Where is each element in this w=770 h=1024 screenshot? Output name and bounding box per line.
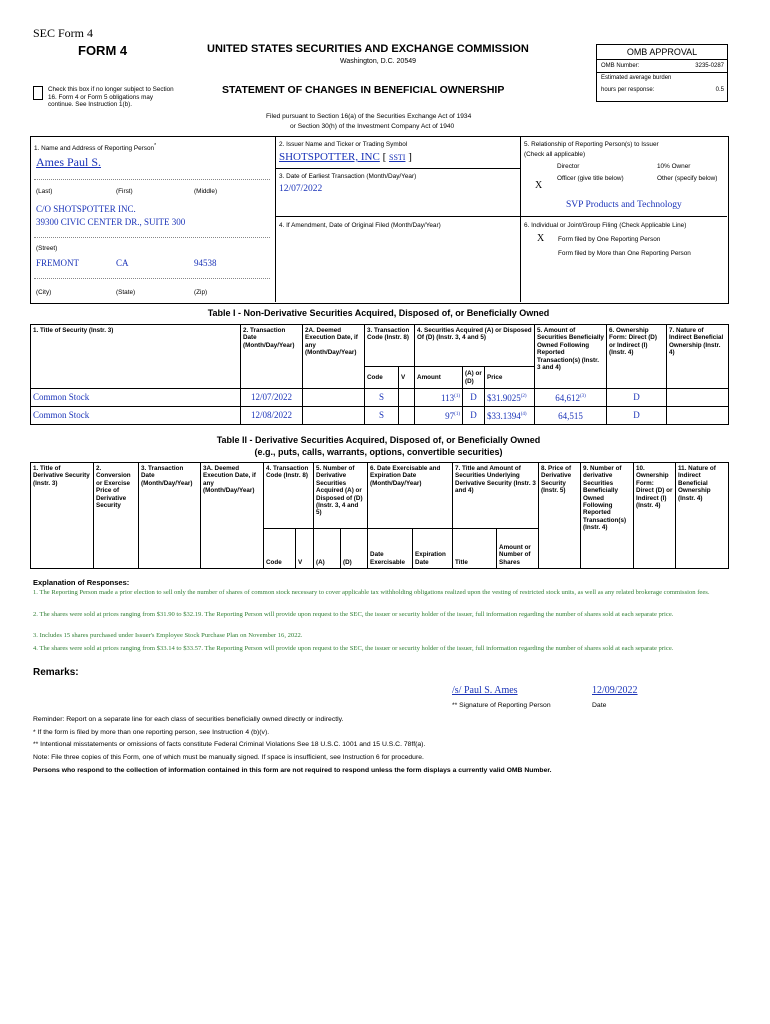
- issuer-link[interactable]: SHOTSPOTTER, INC: [279, 151, 380, 163]
- t1-col7-header: 7. Nature of Indirect Beneficial Ownership (Instr. 4): [667, 325, 729, 389]
- t2-col5-header: 5. Number of Derivative Securities Acquired (A) or Disposed of (D) (Instr. 3, 4 and 5): [314, 463, 368, 529]
- commission-title: UNITED STATES SECURITIES AND EXCHANGE COMMISSION: [207, 43, 529, 55]
- t2-col11-header: 11. Nature of Indirect Beneficial Ownership (Instr. 4): [676, 463, 729, 569]
- row-ad: D: [463, 389, 485, 407]
- officer-title: SVP Products and Technology: [566, 200, 682, 210]
- zip-value: 94538: [194, 258, 217, 268]
- street-label: (Street): [36, 245, 58, 252]
- omb-burden-label: Estimated average burden: [601, 75, 672, 81]
- box6-label: 6. Individual or Joint/Group Filing (Check Applicable Line): [524, 222, 687, 229]
- note-reminder: Reminder: Report on a separate line for each class of securities beneficially owned directly or indirectly.: [33, 716, 344, 723]
- t1-ad-header: (A) or (D): [463, 367, 485, 389]
- t1-col3-header: 3. Transaction Code (Instr. 8): [365, 325, 415, 367]
- last-label: (Last): [36, 188, 53, 195]
- city-value: FREMONT: [36, 258, 80, 268]
- ticker-link[interactable]: SSTI: [389, 153, 406, 162]
- owner10-label: 10% Owner: [657, 163, 691, 170]
- no-longer-subject-checkbox[interactable]: [33, 86, 43, 100]
- row-code: S: [365, 389, 399, 407]
- t1-col6-header: 6. Ownership Form: Direct (D) or Indirect (I) (Instr. 4): [607, 325, 667, 389]
- middle-label: (Middle): [194, 188, 218, 195]
- table2-subtitle: (e.g., puts, calls, warrants, options, convertible securities): [254, 447, 503, 457]
- table1-title: Table I - Non-Derivative Securities Acquired, Disposed of, or Beneficially Owned: [207, 308, 550, 318]
- officer-checkmark[interactable]: X: [535, 180, 543, 191]
- t2-v-header: V: [296, 529, 314, 569]
- row-v: [399, 389, 415, 407]
- table1: [30, 324, 729, 425]
- location: Washington, D.C. 20549: [340, 58, 417, 65]
- signature-label: ** Signature of Reporting Person: [452, 702, 551, 709]
- address-line-1: C/O SHOTSPOTTER INC.: [36, 204, 136, 214]
- t1-price-header: Price: [485, 367, 535, 389]
- one-person-checkmark[interactable]: X: [537, 233, 545, 244]
- table-row: [31, 389, 729, 407]
- row-form: D: [607, 389, 667, 407]
- note-multiple: * If the form is filed by more than one reporting person, see Instruction 4 (b)(v).: [33, 729, 270, 736]
- t1-col5-header: 5. Amount of Securities Beneficially Owned Following Reported Transaction(s) (Instr. 3 and 4): [535, 325, 607, 389]
- box2-label: 2. Issuer Name and Ticker or Trading Symbol: [279, 141, 408, 148]
- row-deemed: [303, 389, 365, 407]
- t2-col8-header: 8. Price of Derivative Security (Instr. 5): [539, 463, 581, 569]
- note-copies: Note: File three copies of this Form, one of which must be manually signed. If space is insufficient, see Instruction 6 for procedure.: [33, 754, 424, 761]
- t1-code-header: Code: [365, 367, 399, 389]
- t2-expiration-header: Expiration Date: [413, 529, 453, 569]
- row-amount: 97$^{(1)}$: [415, 407, 463, 425]
- row-title: Common Stock: [31, 407, 241, 425]
- state-label: (State): [116, 289, 136, 296]
- t2-a-header: (A): [314, 529, 341, 569]
- remarks-label: Remarks:: [33, 667, 79, 678]
- row-deemed: [303, 407, 365, 425]
- t1-col2a-header: 2A. Deemed Execution Date, if any (Month/Day/Year): [303, 325, 365, 389]
- footnote-1: 1. The Reporting Person made a prior election to sell only the number of shares of common stock necessary to cover applicable tax withholding obligations realized upon the vesting of restricted stock units, as well as any related brokerage commission fees.: [33, 589, 710, 596]
- explanation-title: Explanation of Responses:: [33, 578, 130, 587]
- t2-title-header: Title: [453, 529, 497, 569]
- row-owned: 64,515: [535, 407, 607, 425]
- reporting-person-name: Ames Paul S.: [36, 155, 102, 169]
- row-title: Common Stock: [31, 389, 241, 407]
- filed-line-2: or Section 30(h) of the Investment Company Act of 1940: [290, 123, 455, 130]
- row-ad: D: [463, 407, 485, 425]
- t1-col2-header: 2. Transaction Date (Month/Day/Year): [241, 325, 303, 389]
- box5-sub: (Check all applicable): [524, 151, 586, 158]
- t2-col3a-header: 3A. Deemed Execution Date, if any (Month/Day/Year): [201, 463, 264, 569]
- box5-label: 5. Relationship of Reporting Person(s) to Issuer: [524, 141, 659, 148]
- t2-d-header: (D): [341, 529, 368, 569]
- row-code: S: [365, 407, 399, 425]
- statement-title: STATEMENT OF CHANGES IN BENEFICIAL OWNERSHIP: [222, 84, 505, 96]
- t1-col1-header: 1. Title of Security (Instr. 3): [31, 325, 241, 389]
- signature-name: /s/ Paul S. Ames: [452, 685, 518, 696]
- t2-col4-header: 4. Transaction Code (Instr. 8): [264, 463, 314, 529]
- row-nature: [667, 407, 729, 425]
- t2-col2-header: 2. Conversion or Exercise Price of Derivative Security: [94, 463, 139, 569]
- t2-col3-header: 3. Transaction Date (Month/Day/Year): [139, 463, 201, 569]
- omb-hours-label: hours per response:: [601, 87, 655, 93]
- box4-label: 4. If Amendment, Date of Original Filed (Month/Day/Year): [279, 222, 441, 229]
- state-value: CA: [116, 258, 129, 268]
- row-nature: [667, 389, 729, 407]
- t2-col7-header: 7. Title and Amount of Securities Underlying Derivative Security (Instr. 3 and 4): [453, 463, 539, 529]
- omb-number: 3235-0287: [695, 63, 724, 69]
- earliest-transaction-date: 12/07/2022: [279, 184, 323, 194]
- t1-v-header: V: [399, 367, 415, 389]
- t2-exercisable-header: Date Exercisable: [368, 529, 413, 569]
- table-row: [31, 407, 729, 425]
- row-v: [399, 407, 415, 425]
- city-label: (City): [36, 289, 52, 296]
- first-label: (First): [116, 188, 133, 195]
- t2-col1-header: 1. Title of Derivative Security (Instr. 3): [31, 463, 94, 569]
- row-owned: 64,612$^{(3)}$: [535, 389, 607, 407]
- row-price: $31.9025$^{(2)}$: [485, 389, 535, 407]
- officer-label: Officer (give title below): [557, 175, 624, 182]
- footnote-3: 3. Includes 15 shares purchased under Issuer's Employee Stock Purchase Plan on November 16, 2022.: [33, 632, 303, 639]
- one-person-label: Form filed by One Reporting Person: [558, 236, 661, 243]
- note-misstatements: ** Intentional misstatements or omissions of facts constitute Federal Criminal Violations See 18 U.S.C. 1001 and 15 U.S.C. 78ff(a).: [33, 741, 426, 748]
- row-form: D: [607, 407, 667, 425]
- more-person-label: Form filed by More than One Reporting Person: [558, 250, 691, 257]
- t1-amount-header: Amount: [415, 367, 463, 389]
- top-label: SEC Form 4: [33, 26, 94, 40]
- t2-col10-header: 10. Ownership Form: Direct (D) or Indirect (I) (Instr. 4): [634, 463, 676, 569]
- omb-approval-box: [596, 44, 728, 102]
- form-title: FORM 4: [78, 43, 128, 58]
- t2-code-header: Code: [264, 529, 296, 569]
- box1-label: 1. Name and Address of Reporting Person*: [34, 143, 157, 153]
- row-price: $33.1394$^{(4)}$: [485, 407, 535, 425]
- row-date: 12/07/2022: [241, 389, 303, 407]
- t2-col6-header: 6. Date Exercisable and Expiration Date (Month/Day/Year): [368, 463, 453, 529]
- table2: [30, 462, 729, 569]
- omb-hours: 0.5: [715, 87, 724, 93]
- filed-line-1: Filed pursuant to Section 16(a) of the Securities Exchange Act of 1934: [266, 113, 472, 120]
- t1-col4-header: 4. Securities Acquired (A) or Disposed Of (D) (Instr. 3, 4 and 5): [415, 325, 535, 367]
- signature-date: 12/09/2022: [592, 685, 638, 696]
- omb-number-label: OMB Number:: [601, 63, 640, 69]
- final-note: Persons who respond to the collection of information contained in this form are not required to respond unless the form displays a currently valid OMB Number.: [33, 767, 552, 774]
- zip-label: (Zip): [194, 289, 208, 296]
- box3-label: 3. Date of Earliest Transaction (Month/Day/Year): [279, 173, 417, 180]
- footnote-4: 4. The shares were sold at prices ranging from $33.14 to $33.57. The Reporting Person will provide upon request to the SEC, the issuer or security holder of the issuer, full information regarding the number of shares sold at each separate price.: [33, 645, 674, 652]
- omb-title: OMB APPROVAL: [597, 45, 727, 60]
- checkbox-text: Check this box if no longer subject to Section 16. Form 4 or Form 5 obligations may continue. See Instruction 1(b).: [48, 86, 174, 109]
- footnote-2: 2. The shares were sold at prices ranging from $31.90 to $32.19. The Reporting Person will provide upon request to the SEC, the issuer or security holder of the issuer, full information regarding the number of shares sold at each separate price.: [33, 611, 674, 618]
- t2-col9-header: 9. Number of derivative Securities Beneficially Owned Following Reported Transaction(s) (Instr. 4): [581, 463, 634, 569]
- address-line-2: 39300 CIVIC CENTER DR., SUITE 300: [36, 217, 186, 227]
- table2-title: Table II - Derivative Securities Acquired, Disposed of, or Beneficially Owned: [216, 435, 541, 445]
- row-date: 12/08/2022: [241, 407, 303, 425]
- issuer-name: SHOTSPOTTER, INC [ SSTI ]: [279, 151, 412, 163]
- director-label: Director: [557, 163, 580, 170]
- other-label: Other (specify below): [657, 175, 718, 182]
- date-label: Date: [592, 702, 607, 709]
- t2-amount-header: Amount or Number of Shares: [497, 529, 539, 569]
- row-amount: 113$^{(1)}$: [415, 389, 463, 407]
